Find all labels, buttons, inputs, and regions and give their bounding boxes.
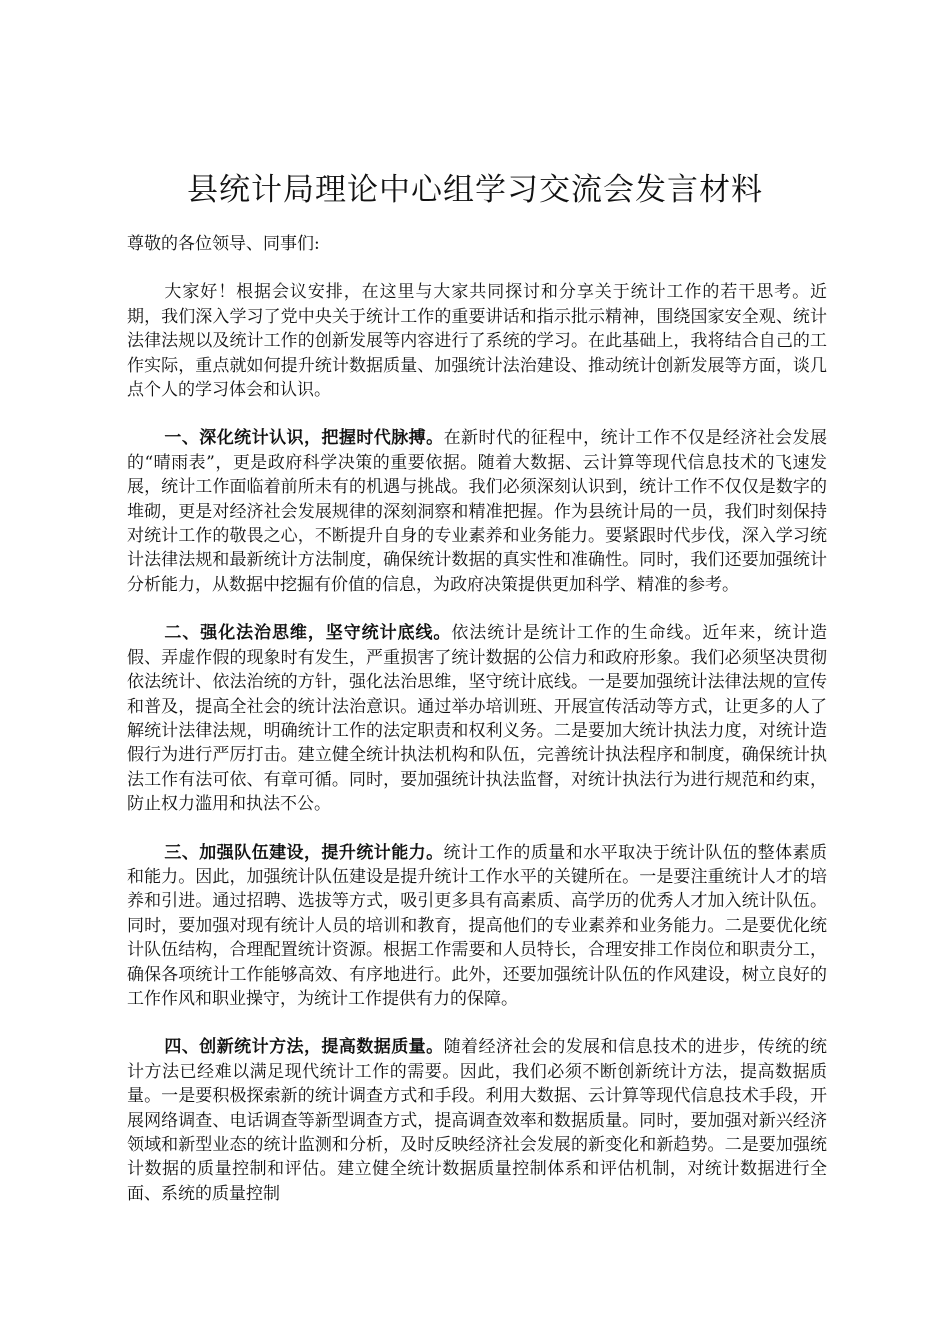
section-text-1: 在新时代的征程中，统计工作不仅是经济社会发展的“晴雨表”，更是政府科学决策的重要依据。随着大数据、云计算等现代信息技术的飞速发展，统计工作面临着前所未有的机遇与挑战。我们必须深刻认识到，统计工作不仅仅是数字的堆砌，更是对经济社会发展规律的深刻洞察和精准把握。作为县统计局的一员，我们时刻保持对统计工作的敬畏之心，不断提升自身的专业素养和业务能力。要紧跟时代步伐，深入学习统计法律法规和最新统计方法制度，确保统计数据的真实性和准确性。同时，我们还要加强统计分析能力，从数据中挖掘有价值的信息，为政府决策提供更加科学、精准的参考。 <box>127 428 828 595</box>
section-paragraph-1 <box>127 426 827 597</box>
section-text-2: 依法统计是统计工作的生命线。近年来，统计造假、弄虚作假的现象时有发生，严重损害了统计数据的公信力和政府形象。我们必须坚决贯彻依法统计、依法治统的方针，强化法治思维，坚守统计底线。一是要加强统计法律法规的宣传和普及，提高全社会的统计法治意识。通过举办培训班、开展宣传活动等方式，让更多的人了解统计法律法规，明确统计工作的法定职责和权利义务。二是要加大统计执法力度，对统计造假行为进行严厉打击。建立健全统计执法机构和队伍，完善统计执法程序和制度，确保统计执法工作有法可依、有章可循。同时，要加强统计执法监督，对统计执法行为进行规范和约束，防止权力滥用和执法不公。 <box>127 623 827 815</box>
section-paragraph-4 <box>127 1035 827 1206</box>
document-body <box>127 232 827 1206</box>
document-title: 县统计局理论中心组学习交流会发言材料 <box>187 172 763 208</box>
section-paragraph-3 <box>127 841 827 1012</box>
section-paragraph-2 <box>127 621 827 816</box>
section-text-4: 随着经济社会的发展和信息技术的进步，传统的统计方法已经难以满足现代统计工作的需要。因此，我们必须不断创新统计方法，提高数据质量。一是要积极探索新的统计调查方式和手段。利用大数据、云计算等现代信息技术手段，开展网络调查、电话调查等新型调查方式，提高调查效率和数据质量。同时，要加强对新兴经济领域和新型业态的统计监测和分析，及时反映经济社会发展的新变化和新趋势。二是要加强统计数据的质量控制和评估。建立健全统计数据质量控制体系和评估机制，对统计数据进行全面、系统的质量控制 <box>127 1037 828 1204</box>
intro-paragraph: 大家好！根据会议安排，在这里与大家共同探讨和分享关于统计工作的若干思考。近期，我们深入学习了党中央关于统计工作的重要讲话和指示批示精神，围绕国家安全观、统计法律法规以及统计工作的创新发展等内容进行了系统的学习。在此基础上，我将结合自己的工作实际，重点就如何提升统计数据质量、加强统计法治建设、推动统计创新发展等方面，谈几点个人的学习体会和认识。 <box>127 282 827 401</box>
greeting: 尊敬的各位领导、同事们: <box>127 234 320 254</box>
section-heading-3: 三、加强队伍建设，提升统计能力。 <box>164 842 444 863</box>
section-heading-1: 一、深化统计认识，把握时代脉搏。 <box>164 428 444 449</box>
section-text-3: 统计工作的质量和水平取决于统计队伍的整体素质和能力。因此，加强统计队伍建设是提升统计工作水平的关键所在。一是要注重统计人才的培养和引进。通过招聘、选拔等方式，吸引更多具有高素质、高学历的优秀人才加入统计队伍。同时，要加强对现有统计人员的培训和教育，提高他们的专业素养和业务能力。二是要优化统计队伍结构，合理配置统计资源。根据工作需要和人员特长，合理安排工作岗位和职责分工，确保各项统计工作能够高效、有序地进行。此外，还要加强统计队伍的作风建设，树立良好的工作作风和职业操守，为统计工作提供有力的保障。 <box>127 842 828 1009</box>
section-heading-4: 四、创新统计方法，提高数据质量。 <box>164 1037 444 1058</box>
section-heading-2: 二、强化法治思维，坚守统计底线。 <box>164 623 452 644</box>
